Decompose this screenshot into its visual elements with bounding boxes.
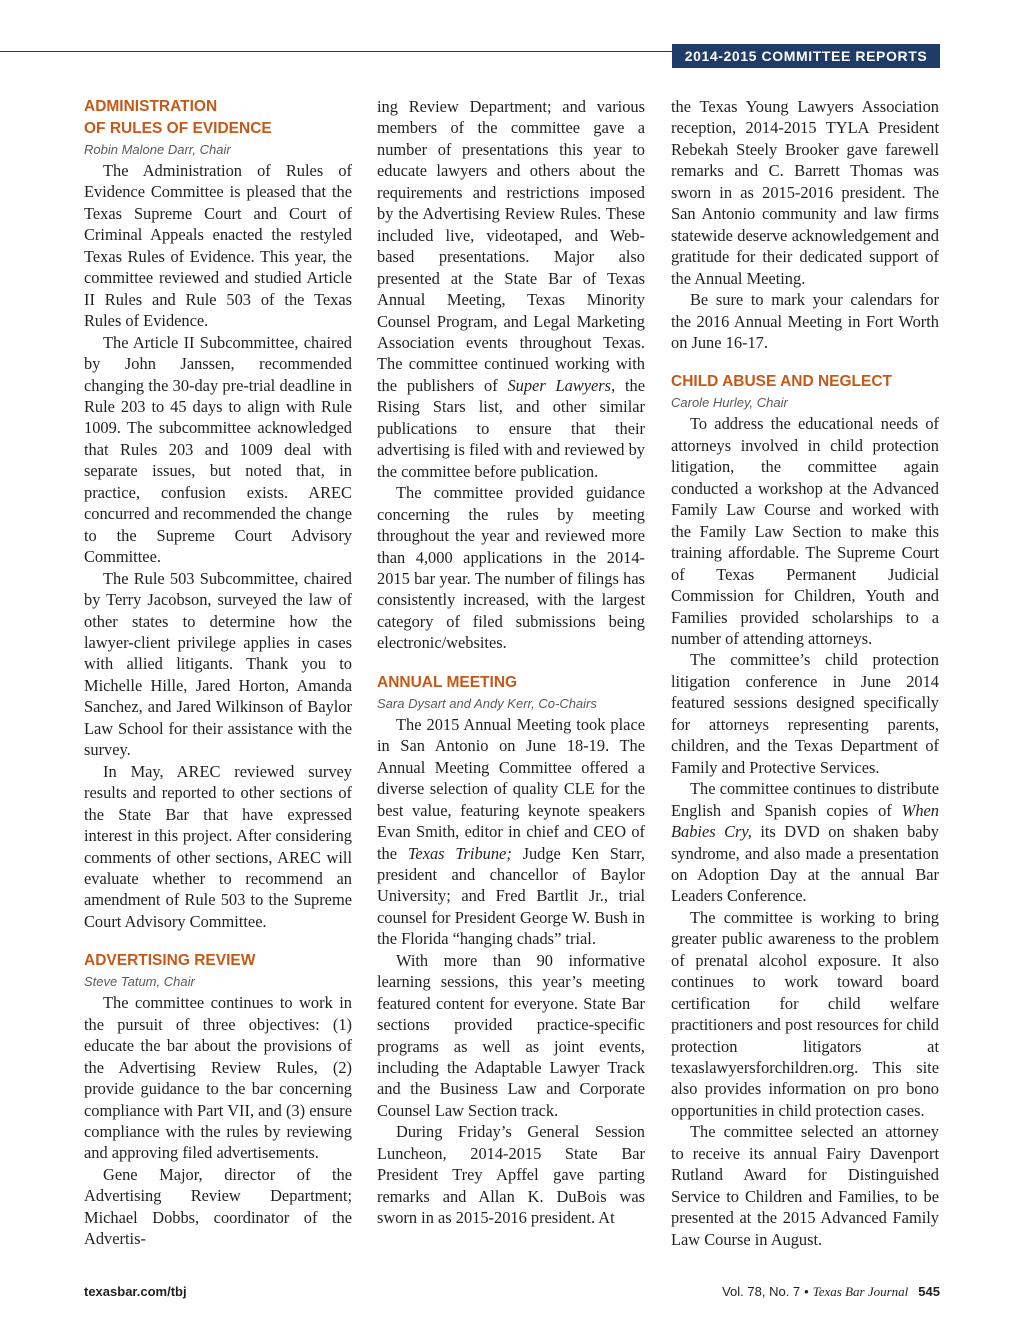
heading-advertising-review: ADVERTISING REVIEW [84,952,256,970]
paragraph: The committee’s child protection litigation conference in June 2014 featured sessions designed specifically for attorneys representing parents, children, and the Texas Department of Family and Protective Services. [671,650,939,777]
heading-admin-rules-evidence-line2: OF RULES OF EVIDENCE [84,120,272,137]
paragraph: The committee provided guidance concerning the rules by meeting throughout the year and reviewed more than 4,000 applications in the 2014-2015 bar year. The number of filings has consistently increased, with the largest category of filed submissions being electronic/websites. [377,483,645,653]
paragraph: The committee continues to distribute English and Spanish copies of When Babies Cry, its DVD on shaken baby syndrome, and also made a presentation on Adoption Day at the annual Bar Leaders Conference. [671,779,939,906]
column-2 [377,96,645,1229]
chair-child-abuse-neglect: Carole Hurley, Chair [671,395,788,411]
heading-admin-rules-evidence-line1: ADMINISTRATION [84,98,218,115]
paragraph: Be sure to mark your calendars for the 2016 Annual Meeting in Fort Worth on June 16-17. [671,290,939,352]
heading-annual-meeting: ANNUAL MEETING [377,673,518,691]
paragraph: In May, AREC reviewed survey results and reported to other sections of the State Bar that have expressed interest in this project. After considering comments of other sections, AREC will evaluate whether to recommend an amendment of Rule 503 to the Supreme Court Advisory Committee. [84,761,352,931]
chair-admin-rules-evidence: Robin Malone Darr, Chair [84,142,231,157]
paragraph: The committee selected an attorney to receive its annual Fairy Davenport Rutland Award for Distinguished Service to Children and Families, to be presented at the 2015 Advanced Family Law Course in August. [671,1122,939,1249]
column-1 [84,96,352,1250]
italic-title: Texas Tribune; [407,843,512,863]
paragraph: The Administration of Rules of Evidence Committee is pleased that the Texas Supreme Court and Court of Criminal Appeals enacted the restyled Texas Rules of Evidence. This year, the committee reviewed and studied Article II Rules and Rule 503 of the Texas Rules of Evidence. [84,161,352,331]
footer-issue-info [722,1284,940,1300]
italic-title: When Babies Cry, [671,800,939,842]
chair-advertising-review: Steve Tatum, Chair [84,974,195,990]
paragraph: The Article II Subcommittee, chaired by John Janssen, recommended changing the 30-day pre-trial deadline in Rule 203 to 45 days to align with Rule 1009. The subcommittee acknowledged that Rules 203 and 1009 deal with separate issues, but noted that, in practice, confusion exists. AREC concurred and recommended the change to the Supreme Court Advisory Committee. [84,332,352,567]
page-number: 545 [918,1284,940,1299]
footer-volume: Vol. 78, No. 7 [722,1284,801,1299]
footer-website: texasbar.com/tbj [84,1284,187,1299]
section-label: 2014-2015 COMMITTEE REPORTS [672,44,940,68]
italic-title: Super Lawyers [507,375,612,395]
paragraph: During Friday’s General Session Luncheon, 2014-2015 State Bar President Trey Apffel gave parting remarks and Allan K. DuBois was sworn in as 2015-2016 president. At [377,1122,645,1228]
chair-annual-meeting: Sara Dysart and Andy Kerr, Co-Chairs [377,695,597,711]
column-3 [671,96,939,1250]
paragraph: The Rule 503 Subcommittee, chaired by Terry Jacobson, surveyed the law of other states to determine how the lawyer-client privilege applies in cases with allied litigants. Thank you to Michelle Hille, Jared Horton, Amanda Sanchez, and Jared Wilkinson of Baylor Law School for their assistance with the survey. [84,568,352,760]
paragraph: the Texas Young Lawyers Association reception, 2014-2015 TYLA President Rebekah Steely Brooker gave farewell remarks and C. Barrett Thomas was sworn in as 2015-2016 president. The San Antonio community and law firms statewide deserve acknowledgement and gratitude for their dedicated support of the Annual Meeting. [671,97,939,288]
paragraph: The committee continues to work in the pursuit of three objectives: (1) educate the bar about the provisions of the Advertising Review Rules, (2) provide guidance to the bar concerning compliance with Part VII, and (3) ensure compliance with the rules by reviewing and approving filed advertisements. [84,993,352,1163]
paragraph: The 2015 Annual Meeting took place in San Antonio on June 18-19. The Annual Meeting Committee offered a diverse selection of quality CLE for the best value, featuring keynote speakers Evan Smith, editor in chief and CEO of the Texas Tribune; Judge Ken Starr, president and chancellor of Baylor University; and Fred Bartlit Jr., trial counsel for President George W. Bush in the Florida “hanging chads” trial. [377,714,645,949]
paragraph: With more than 90 informative learning sessions, this year’s meeting featured content for everyone. State Bar sections provided practice-specific programs as well as joint events, including the Adaptable Lawyer Track and the Business Law and Corporate Counsel Law Section track. [377,950,645,1120]
footer-bullet: • [804,1284,809,1299]
paragraph: To address the educational needs of attorneys involved in child protection litigation, the committee again conducted a workshop at the Advanced Family Law Course and worked with the Family Law Section to make this training affordable. The Supreme Court of Texas Permanent Judicial Commission for Children, Youth and Families provided scholarships to a number of attending attorneys. [671,414,939,648]
paragraph: ing Review Department; and various members of the committee gave a number of presentations this year to educate lawyers and others about the requirements and restrictions imposed by the Advertising Review Rules. These included live, videotaped, and Web-based presentations. Major also presented at the State Bar of Texas Annual Meeting, Texas Minority Counsel Program, and Legal Marketing Association events throughout Texas. The committee continued working with the publishers of Super Lawyers, the Rising Stars list, and other similar publications to ensure that their advertising is filed with and reviewed by the committee before publication. [377,97,645,481]
footer-journal-title: Texas Bar Journal [812,1284,909,1299]
heading-child-abuse-neglect: CHILD ABUSE AND NEGLECT [671,373,893,391]
paragraph: The committee is working to bring greater public awareness to the problem of prenatal alcohol exposure. It also continues to work toward board certification for child welfare practitioners and post resources for child protection litigators at texaslawyersforchildren.org. This site also provides information on pro bono opportunities in child protection cases. [671,907,939,1120]
paragraph: Gene Major, director of the Advertising Review Department; Michael Dobbs, coordinator of the Advertis- [84,1164,352,1249]
